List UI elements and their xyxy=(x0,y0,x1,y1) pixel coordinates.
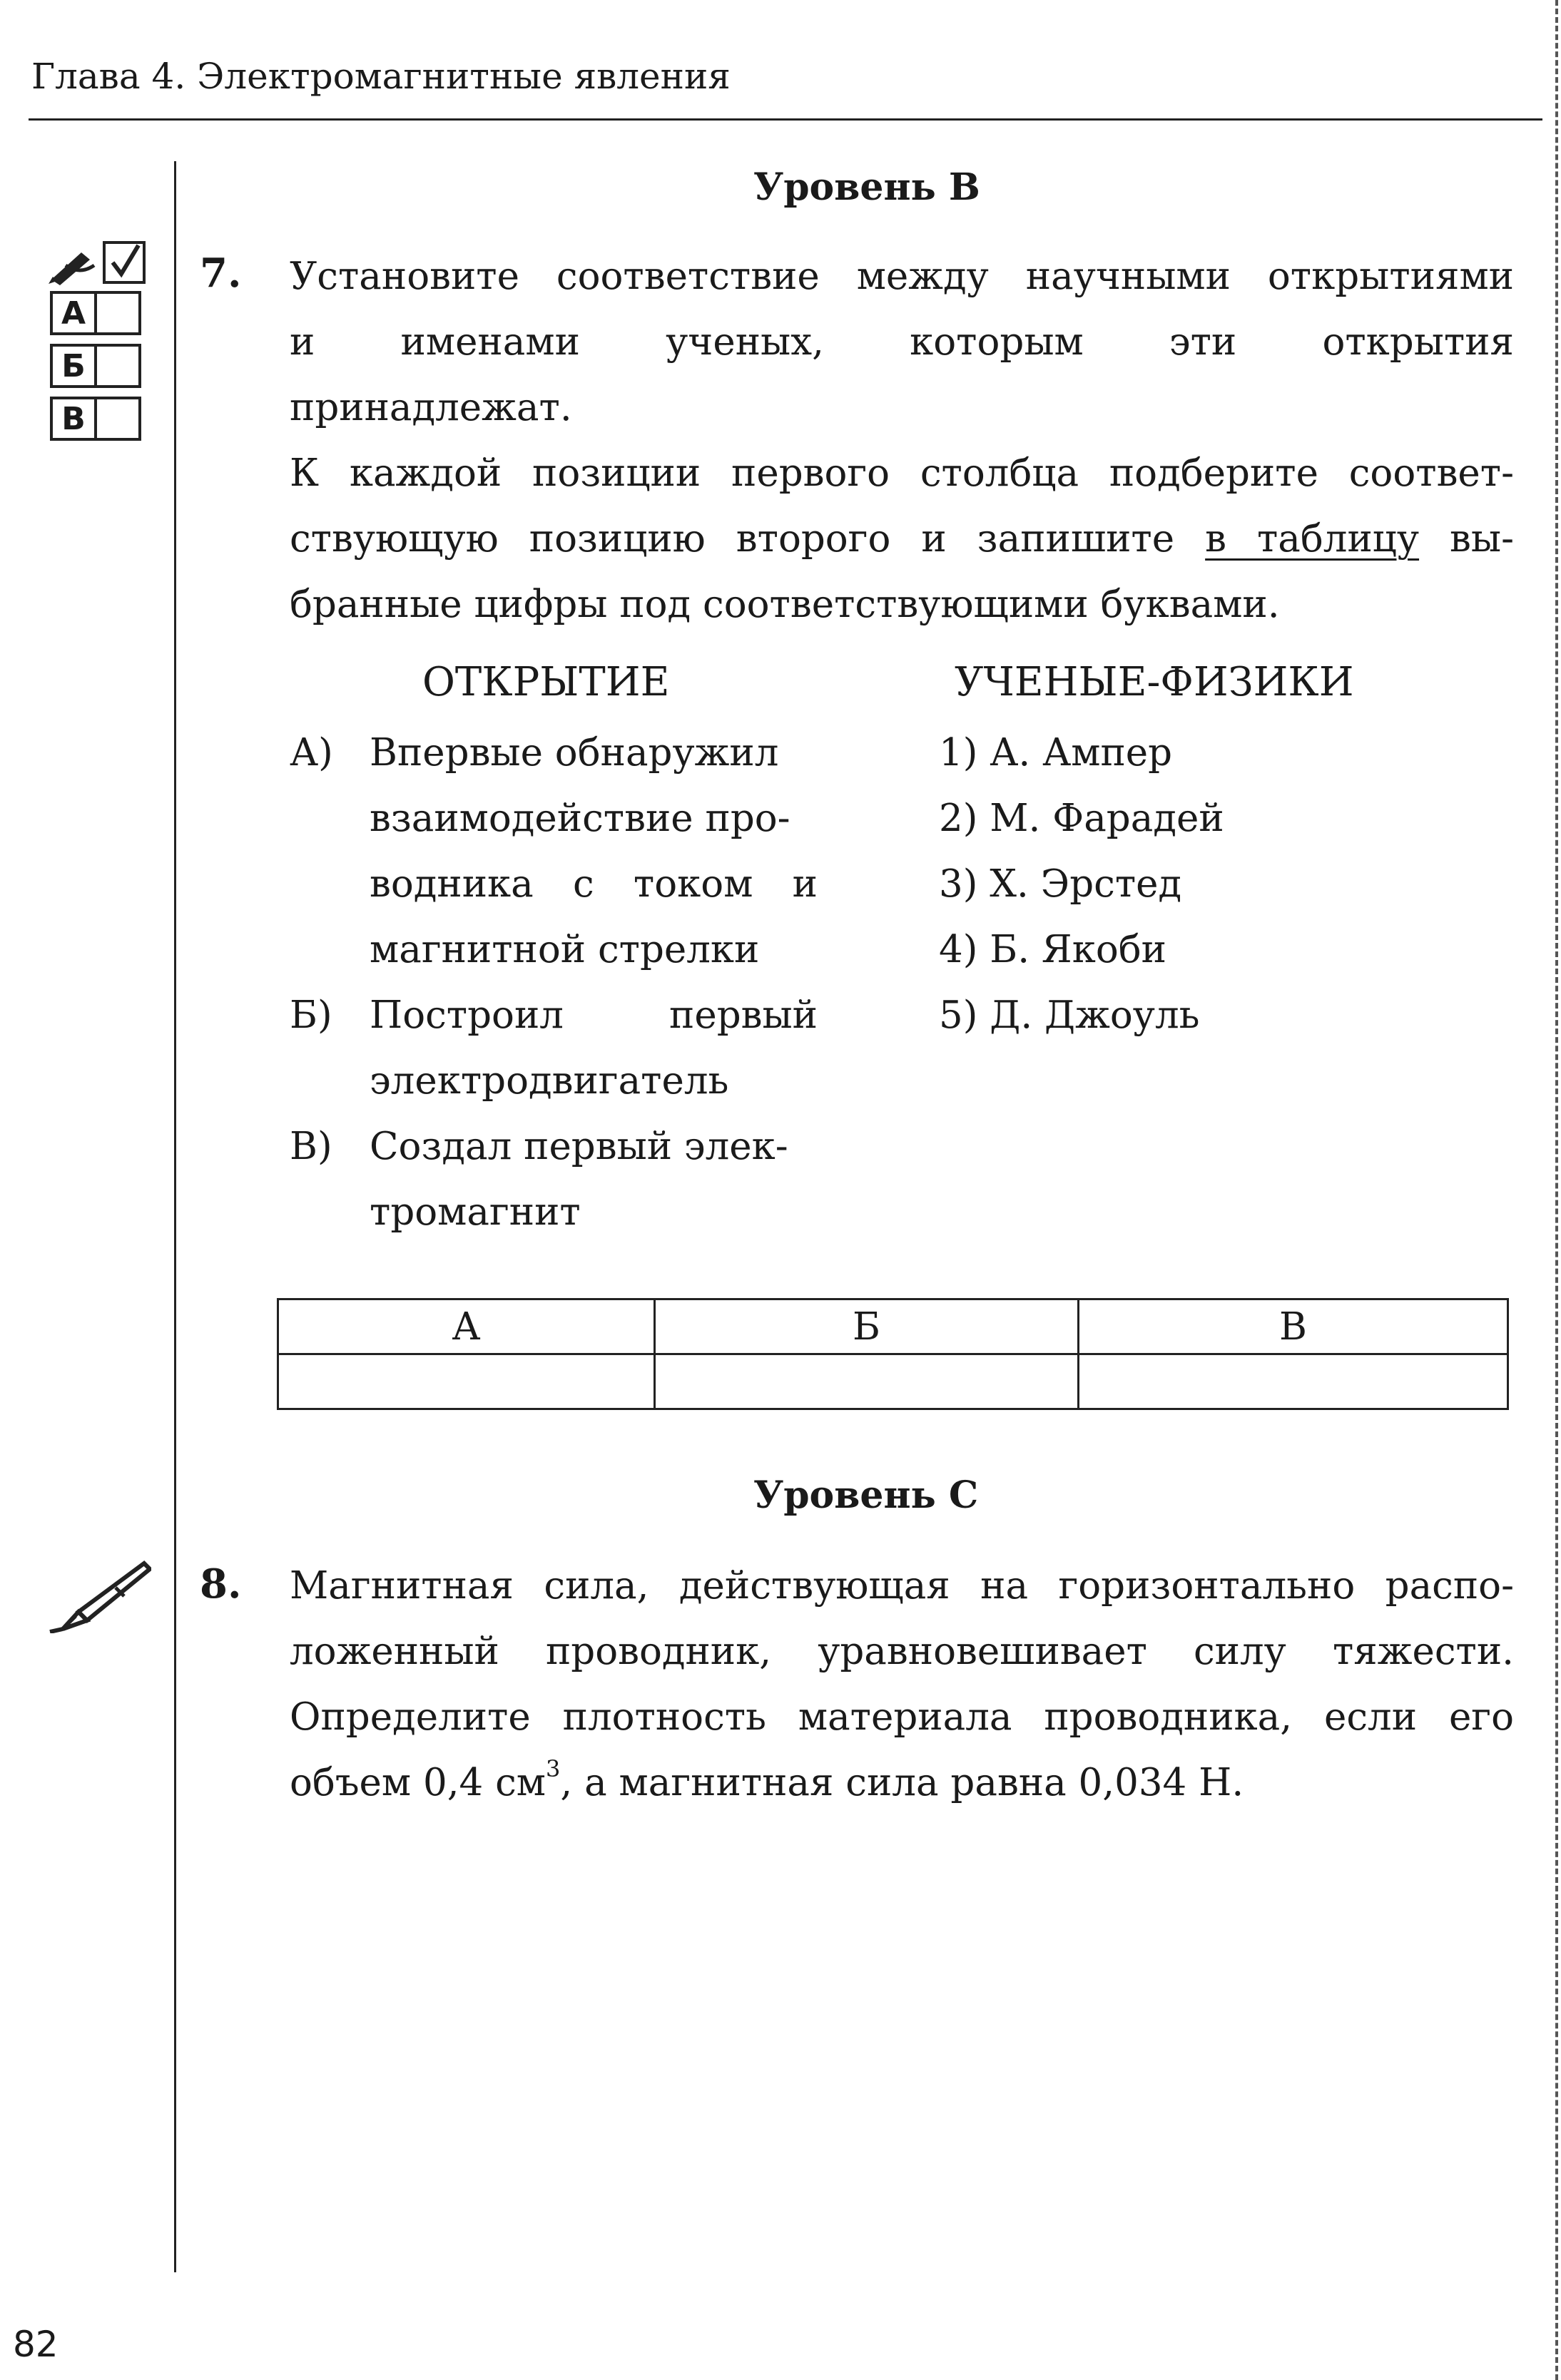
cut-line xyxy=(1555,0,1558,2380)
task-7-line: К каждой позиции первого столбца подберите соответ- xyxy=(290,451,1514,495)
discovery-line: водника с током и xyxy=(370,862,818,906)
level-c-heading: Уровень С xyxy=(753,1474,979,1517)
answer-box-b[interactable] xyxy=(94,344,141,388)
letter-b-box: Б xyxy=(50,344,97,388)
task-7-number: 7. xyxy=(200,250,242,297)
table-header-cell: Б xyxy=(655,1299,1079,1354)
table-reference: в таблицу xyxy=(1205,517,1420,561)
letter-a-box: А xyxy=(50,291,97,335)
discovery-line: Построил первый xyxy=(370,994,818,1037)
discoveries-list xyxy=(290,720,818,1245)
scientists-list xyxy=(939,720,1438,1048)
scientist-item: 3) Х. Эрстед xyxy=(939,862,1182,906)
task-7-line: принадлежат. xyxy=(290,386,572,429)
discovery-line: Создал первый элек- xyxy=(370,1125,788,1168)
pen-icon xyxy=(46,244,103,287)
task-7-text-segment: вы- xyxy=(1419,517,1514,561)
answer-cell-a[interactable] xyxy=(278,1354,655,1409)
discovery-line: магнитной стрелки xyxy=(370,928,760,971)
table-header-cell: В xyxy=(1079,1299,1508,1354)
discovery-line: тромагнит xyxy=(370,1190,581,1234)
discovery-item-a xyxy=(290,720,818,983)
superscript: 3 xyxy=(546,1755,561,1782)
answer-table xyxy=(277,1298,1509,1410)
task-8-line: Определите плотность материала проводника, если его xyxy=(290,1695,1514,1739)
task-7-line xyxy=(290,506,1514,572)
table-header-cell: А xyxy=(278,1299,655,1354)
task-8-line: Магнитная сила, действующая на горизонтально распо- xyxy=(290,1564,1514,1608)
task-7-text-segment: ствующую позицию второго и запишите xyxy=(290,517,1206,561)
task-8-text xyxy=(290,1553,1514,1816)
page-number: 82 xyxy=(13,2324,59,2365)
chapter-title: Глава 4. Электромагнитные явления xyxy=(31,56,731,97)
discovery-item-b xyxy=(290,983,818,1114)
discovery-column-title: ОТКРЫТИЕ xyxy=(422,659,670,705)
scientist-item: 2) М. Фарадей xyxy=(939,797,1224,840)
discovery-line: электродвигатель xyxy=(370,1059,729,1103)
answer-cell-b[interactable] xyxy=(655,1354,1079,1409)
scientist-item: 1) А. Ампер xyxy=(939,731,1173,775)
checkbox-checked-icon xyxy=(103,241,146,284)
task-7-line: Установите соответствие между научными открытиями xyxy=(290,255,1514,298)
task-7-text xyxy=(290,244,1514,638)
discovery-item-v xyxy=(290,1114,818,1245)
discovery-letter: А) xyxy=(290,731,333,775)
discovery-line: взаимодействие про- xyxy=(370,797,790,840)
answer-box-v[interactable] xyxy=(94,397,141,441)
margin-rule xyxy=(174,161,176,2272)
pen-icon xyxy=(44,1559,151,1633)
header-divider xyxy=(29,118,1542,121)
scientist-item: 4) Б. Якоби xyxy=(939,928,1166,971)
level-b-heading: Уровень В xyxy=(753,165,980,209)
discovery-letter: В) xyxy=(290,1125,332,1168)
table-header-row xyxy=(278,1299,1508,1354)
discovery-line: Впервые обнаружил xyxy=(370,731,779,775)
letter-v-box: В xyxy=(50,397,97,441)
task-7-line: и именами ученых, которым эти открытия xyxy=(290,320,1514,364)
task-8-line: ложенный проводник, уравновешивает силу тяжести. xyxy=(290,1630,1514,1673)
scientist-item: 5) Д. Джоуль xyxy=(939,994,1200,1037)
task-7-line: бранные цифры под соответствующими буквами. xyxy=(290,583,1280,626)
scientists-column-title: УЧЕНЫЕ-ФИЗИКИ xyxy=(955,659,1354,705)
task-8-text-segment: , а магнитная сила равна 0,034 Н. xyxy=(560,1761,1244,1804)
table-answer-row xyxy=(278,1354,1508,1409)
task-8-text-segment: объем 0,4 см xyxy=(290,1761,546,1804)
answer-cell-v[interactable] xyxy=(1079,1354,1508,1409)
task-8-number: 8. xyxy=(200,1561,242,1608)
discovery-letter: Б) xyxy=(290,994,332,1037)
answer-box-a[interactable] xyxy=(94,291,141,335)
answer-marks xyxy=(43,241,157,455)
task-8-line xyxy=(290,1750,1514,1816)
